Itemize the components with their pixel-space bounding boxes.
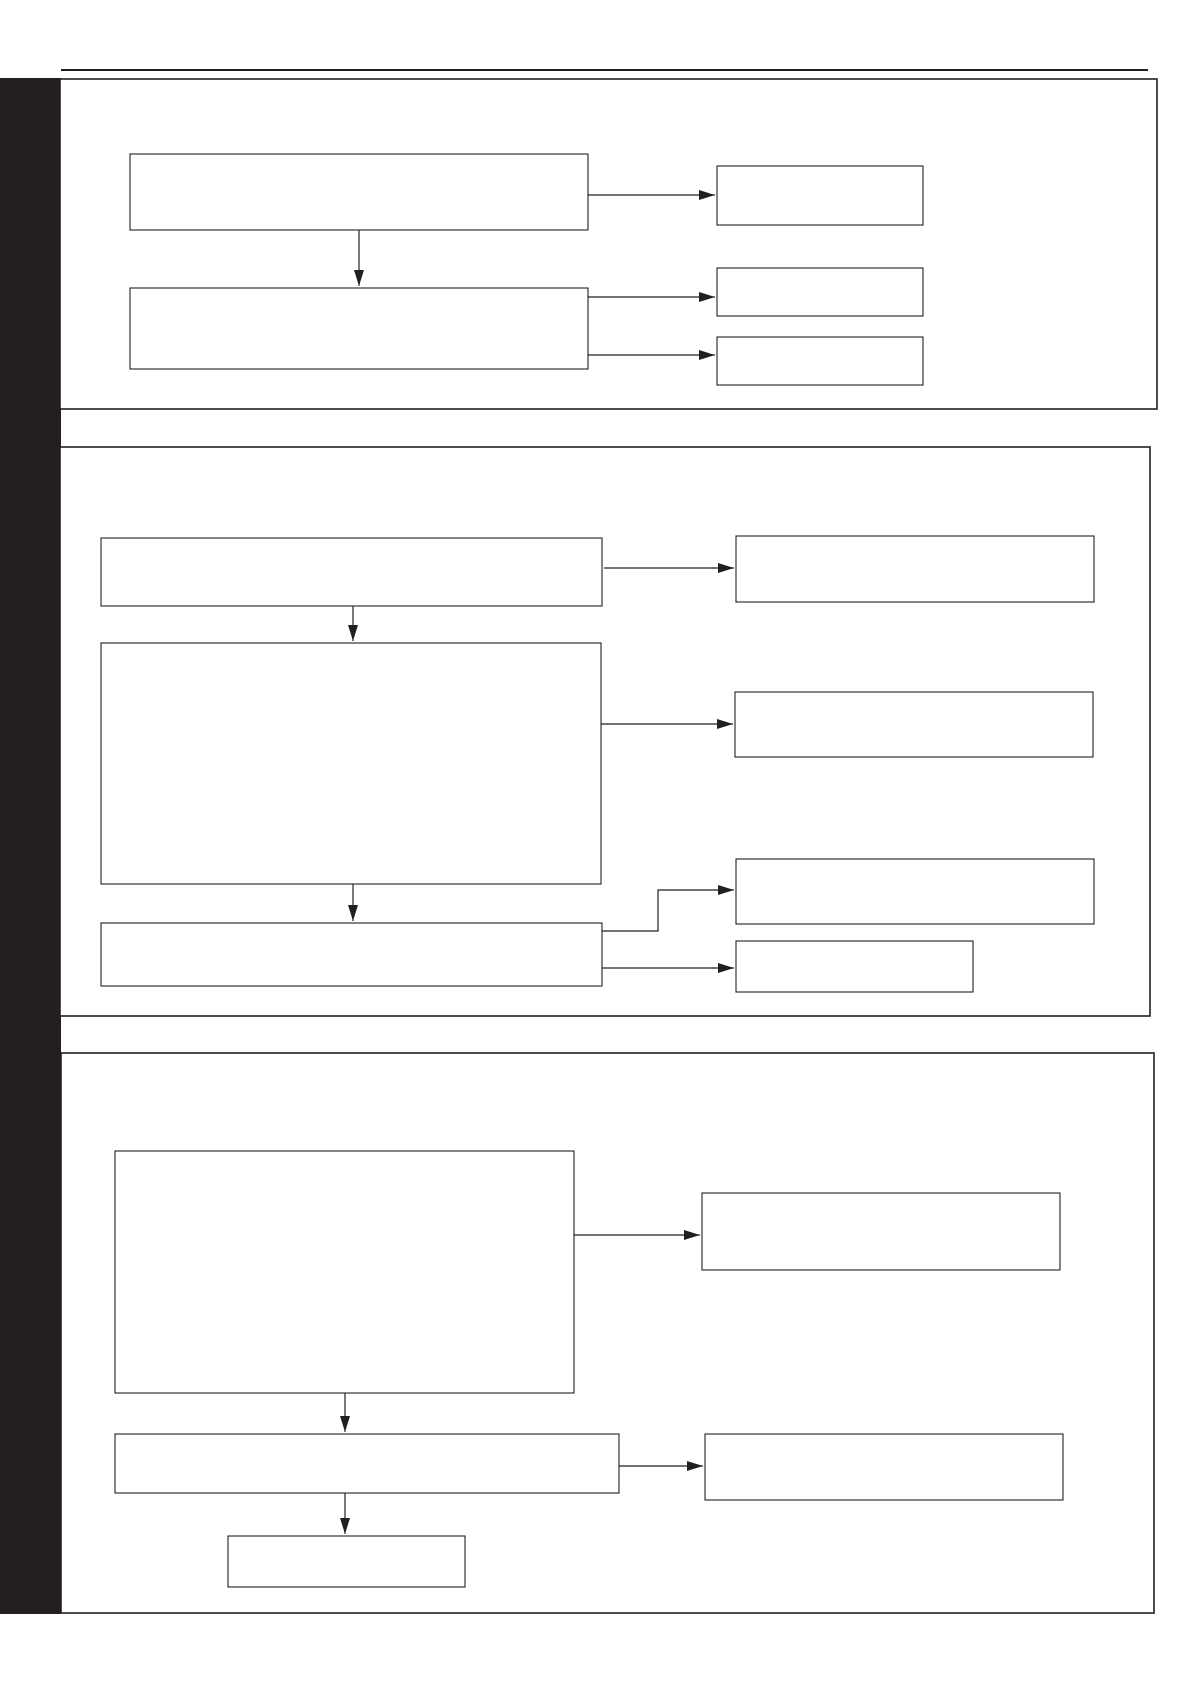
- p3-step-3-box: [228, 1536, 465, 1587]
- p1-result-1-box: [717, 166, 923, 225]
- p1-result-2: [717, 268, 923, 316]
- p1-step-1-box: [130, 154, 588, 230]
- p2-result-1-box: [736, 536, 1094, 602]
- p2-result-3-box: [736, 859, 1094, 924]
- p3-step-1-box: [115, 1151, 574, 1393]
- p2-step-3: [101, 923, 602, 986]
- p3-step-2: [115, 1434, 619, 1493]
- p2-result-1: [736, 536, 1094, 602]
- p3-result-1: [702, 1193, 1060, 1270]
- p1-result-3-box: [717, 337, 923, 385]
- p2-result-3: [736, 859, 1094, 924]
- p3-result-1-box: [702, 1193, 1060, 1270]
- p3-step-1: [115, 1151, 574, 1393]
- p2-result-2: [735, 692, 1093, 757]
- p2-step-3-box: [101, 923, 602, 986]
- p1-step-2-box: [130, 288, 588, 369]
- p2-result-2-box: [735, 692, 1093, 757]
- p1-step-1: [130, 154, 588, 230]
- p3-result-2: [705, 1434, 1063, 1500]
- p2-step-2-box: [101, 643, 601, 884]
- p2-result-4-box: [736, 941, 973, 992]
- p1-result-2-box: [717, 268, 923, 316]
- p3-result-2-box: [705, 1434, 1063, 1500]
- panel-3: [61, 1053, 1154, 1613]
- p1-result-1: [717, 166, 923, 225]
- p1-result-3: [717, 337, 923, 385]
- p3-step-3: [228, 1536, 465, 1587]
- p2-step-1: [101, 538, 602, 606]
- p2-step-2: [101, 643, 601, 884]
- p2-result-4: [736, 941, 973, 992]
- p3-step-2-box: [115, 1434, 619, 1493]
- p2-step-1-box: [101, 538, 602, 606]
- panel-1: [60, 79, 1157, 409]
- panel-2: [60, 447, 1150, 1016]
- p1-step-2: [130, 288, 588, 369]
